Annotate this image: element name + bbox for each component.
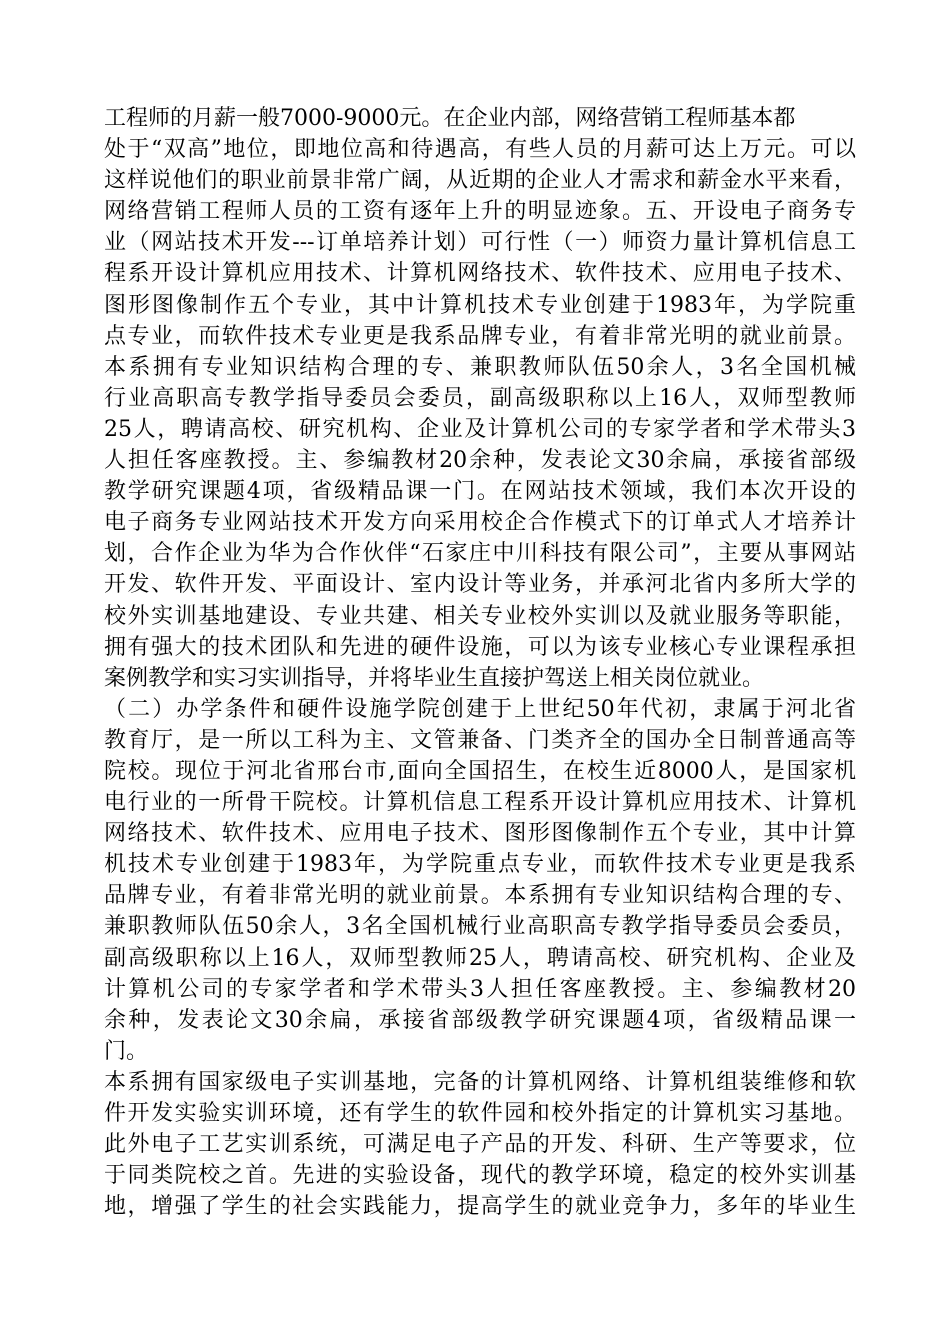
body-text (104, 103, 856, 1222)
text-line: 网络营销工程师人员的工资有逐年上升的明显迹象。五、开设电子商务专 (104, 199, 856, 225)
text-line: 案例教学和实习实训指导，并将毕业生直接护驾送上相关岗位就业。 (104, 665, 765, 691)
text-line: 业（网站技术开发---订单培养计划）可行性（一）师资力量计算机信息工 (104, 230, 856, 256)
text-line: 于同类院校之首。先进的实验设备，现代的教学环境，稳定的校外实训基 (104, 1163, 856, 1189)
text-line: （二）办学条件和硬件设施学院创建于上世纪50年代初，隶属于河北省 (104, 696, 856, 722)
text-line: 点专业，而软件技术专业更是我系品牌专业，有着非常光明的就业前景。 (104, 323, 856, 349)
text-line: 拥有强大的技术团队和先进的硬件设施，可以为该专业核心专业课程承担 (104, 634, 856, 660)
text-line: 校外实训基地建设、专业共建、相关专业校外实训以及就业服务等职能， (104, 603, 856, 629)
text-line: 件开发实验实训环境，还有学生的软件园和校外指定的计算机实习基地。 (104, 1101, 856, 1126)
text-line: 网络技术、软件技术、应用电子技术、图形图像制作五个专业，其中计算 (104, 821, 856, 847)
text-line: 本系拥有专业知识结构合理的专、兼职教师队伍50余人，3名全国机械 (104, 354, 856, 380)
text-line: 行业高职高专教学指导委员会委员，副高级职称以上16人，双师型教师 (104, 385, 856, 411)
text-line: 这样说他们的职业前景非常广阔，从近期的企业人才需求和薪金水平来看， (104, 168, 856, 194)
text-line: 品牌专业，有着非常光明的就业前景。本系拥有专业知识结构合理的专、 (104, 883, 856, 909)
text-line: 余种，发表论文30余扁，承接省部级教学研究课题4项，省级精品课一 (104, 1007, 856, 1033)
text-line: 院校。现位于河北省邢台市,面向全国招生，在校生近8000人，是国家机 (104, 758, 856, 784)
text-line: 此外电子工艺实训系统，可满足电子产品的开发、科研、生产等要求，位 (104, 1132, 856, 1158)
text-line: 教学研究课题4项，省级精品课一门。在网站技术领域，我们本次开设的 (104, 479, 856, 505)
text-line: 划，合作企业为华为合作伙伴“石家庄中川科技有限公司”，主要从事网站 (104, 541, 856, 567)
text-line: 兼职教师队伍50余人，3名全国机械行业高职高专教学指导委员会委员， (104, 914, 856, 940)
text-line: 机技术专业创建于1983年，为学院重点专业，而软件技术专业更是我系 (104, 852, 856, 878)
text-line: 电行业的一所骨干院校。计算机信息工程系开设计算机应用技术、计算机 (104, 790, 856, 816)
text-line: 25人，聘请高校、研究机构、企业及计算机公司的专家学者和学术带头3 (104, 416, 856, 442)
text-line: 地，增强了学生的社会实践能力，提高学生的就业竞争力，多年的毕业生 (104, 1194, 856, 1220)
text-line: 程系开设计算机应用技术、计算机网络技术、软件技术、应用电子技术、 (104, 261, 856, 287)
text-line: 电子商务专业网站技术开发方向采用校企合作模式下的订单式人才培养计 (104, 510, 856, 536)
text-line: 门。 (104, 1038, 149, 1064)
text-line: 工程师的月薪一般7000-9000元。在企业内部，网络营销工程师基本都 (104, 106, 796, 131)
text-line: 本系拥有国家级电子实训基地，完备的计算机网络、计算机组装维修和软 (104, 1069, 856, 1095)
text-line: 计算机公司的专家学者和学术带头3人担任客座教授。主、参编教材20 (104, 976, 856, 1002)
text-line: 教育厅，是一所以工科为主、文管兼备、门类齐全的国办全日制普通高等 (104, 727, 856, 753)
text-line: 人担任客座教授。主、参编教材20余种，发表论文30余扁，承接省部级 (104, 448, 856, 474)
text-line: 副高级职称以上16人，双师型教师25人，聘请高校、研究机构、企业及 (104, 945, 856, 971)
text-line: 处于“双高”地位，即地位高和待遇高，有些人员的月薪可达上万元。可以 (104, 137, 856, 163)
text-line: 图形图像制作五个专业，其中计算机技术专业创建于1983年，为学院重 (104, 292, 856, 318)
text-line: 开发、软件开发、平面设计、室内设计等业务，并承河北省内多所大学的 (104, 572, 856, 598)
